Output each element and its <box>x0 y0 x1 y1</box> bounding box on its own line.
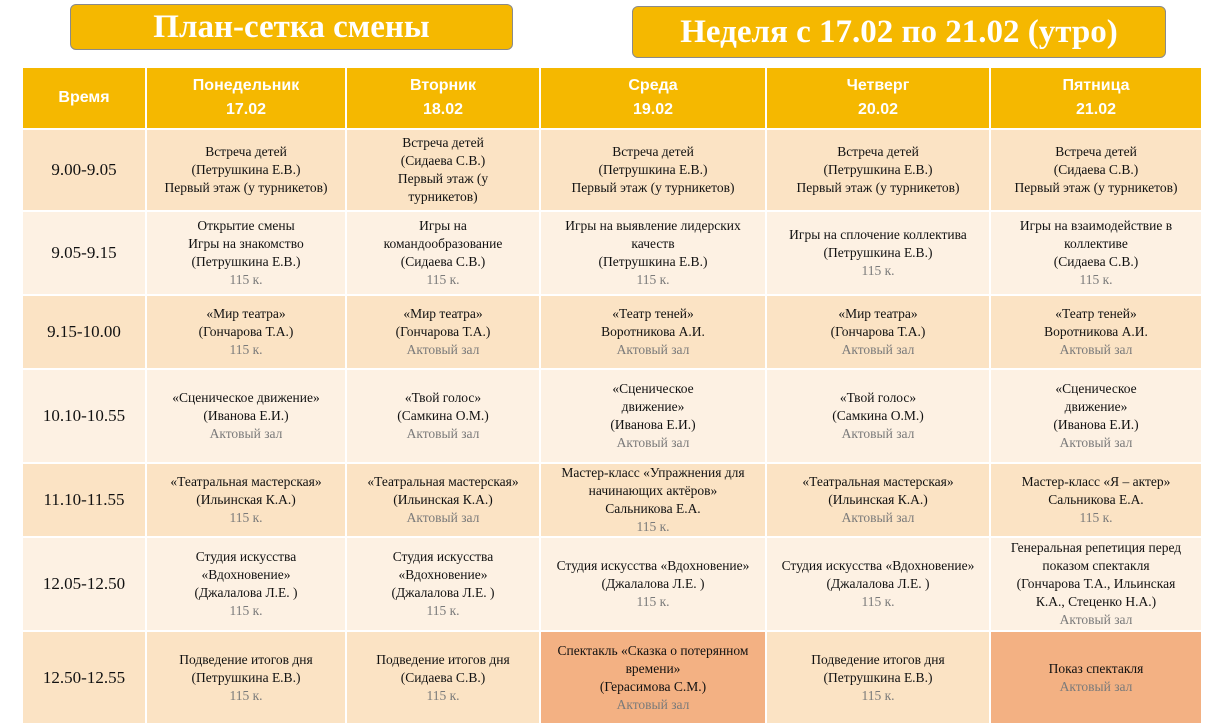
room-label: 115 к. <box>229 342 263 357</box>
activity-cell <box>146 463 346 537</box>
room-label: Актовый зал <box>841 342 915 357</box>
activity-line: «Твой голос» <box>839 390 917 405</box>
day-header-tuesday <box>346 67 540 129</box>
day-name: Пятница <box>1062 77 1130 94</box>
activity-line: Встреча детей <box>612 144 694 159</box>
table-row <box>22 295 1202 369</box>
time-cell: 9.15-10.00 <box>22 295 146 369</box>
activity-line: Встреча детей <box>1055 144 1137 159</box>
activity-line: Первый этаж (у турникетов) <box>1014 180 1178 195</box>
activity-cell <box>766 537 990 631</box>
activity-cell <box>990 463 1202 537</box>
activity-line: Встреча детей <box>837 144 919 159</box>
activity-line: Подведение итогов дня <box>811 651 945 667</box>
room-label: 115 к. <box>229 687 263 703</box>
activity-line: «Сценическое <box>1055 381 1137 396</box>
room-label: Актовый зал <box>616 342 690 357</box>
room-label: Актовый зал <box>1059 678 1133 694</box>
activity-line: коллективе <box>1064 236 1128 251</box>
activity-line: (Петрушкина Е.В.) <box>191 669 301 685</box>
room-label: Актовый зал <box>406 426 480 441</box>
week-title: Неделя с 17.02 по 21.02 (утро) <box>632 6 1166 58</box>
room-label: 115 к. <box>229 510 263 525</box>
time-cell: 9.00-9.05 <box>22 129 146 211</box>
room-label: 115 к. <box>229 272 263 287</box>
activity-cell <box>346 295 540 369</box>
day-header-thursday <box>766 67 990 129</box>
time-cell: 9.05-9.15 <box>22 211 146 295</box>
activity-cell <box>346 129 540 211</box>
schedule-table <box>21 66 1203 725</box>
activity-line: командообразование <box>383 236 503 251</box>
day-name: Среда <box>628 77 678 94</box>
activity-line: Показ спектакля <box>1048 660 1144 676</box>
activity-cell <box>766 295 990 369</box>
day-date: 19.02 <box>632 101 674 118</box>
table-row <box>22 463 1202 537</box>
activity-line: (Гончарова Т.А.) <box>198 324 294 339</box>
activity-line: движение» <box>621 399 685 414</box>
activity-line: Открытие смены <box>197 218 295 233</box>
room-label: 115 к. <box>636 272 670 287</box>
activity-cell <box>766 211 990 295</box>
activity-cell <box>146 537 346 631</box>
activity-line: (Петрушкина Е.В.) <box>191 254 301 269</box>
activity-line: Подведение итогов дня <box>179 651 313 667</box>
room-label: 115 к. <box>426 687 460 703</box>
activity-cell <box>990 295 1202 369</box>
activity-line: «Театр теней» <box>612 306 694 321</box>
activity-line: «Мир театра» <box>206 306 286 321</box>
activity-cell <box>540 369 766 463</box>
activity-cell <box>346 463 540 537</box>
activity-cell <box>146 295 346 369</box>
room-label: 115 к. <box>426 603 460 618</box>
activity-cell <box>766 369 990 463</box>
activity-line: «Сценическое движение» <box>172 390 320 405</box>
activity-line: (Петрушкина Е.В.) <box>598 162 708 177</box>
activity-line: (Петрушкина Е.В.) <box>823 162 933 177</box>
table-row <box>22 211 1202 295</box>
activity-line: (Петрушкина Е.В.) <box>823 245 933 260</box>
activity-line: (Сидаева С.В.) <box>400 669 486 685</box>
activity-line: Встреча детей <box>402 135 484 150</box>
room-label: Актовый зал <box>406 510 480 525</box>
room-label: Актовый зал <box>209 426 283 441</box>
activity-cell <box>990 211 1202 295</box>
activity-cell <box>990 369 1202 463</box>
activity-cell <box>146 631 346 724</box>
room-label: Актовый зал <box>1059 612 1133 627</box>
activity-line: Генеральная репетиция перед <box>1010 540 1182 555</box>
activity-line: (Сидаева С.В.) <box>400 254 486 269</box>
activity-line: Игры на сплочение коллектива <box>789 227 967 242</box>
room-label: 115 к. <box>1079 272 1113 287</box>
activity-line: Воротникова А.И. <box>1044 324 1148 339</box>
activity-line: Воротникова А.И. <box>601 324 705 339</box>
day-date: 20.02 <box>857 101 899 118</box>
room-label: Актовый зал <box>841 426 915 441</box>
activity-line: «Театральная мастерская» <box>367 474 519 489</box>
activity-cell <box>346 369 540 463</box>
activity-line: (Иванова Е.И.) <box>610 417 696 432</box>
activity-line: Мастер-класс «Я – актер» <box>1021 474 1171 489</box>
activity-cell <box>766 463 990 537</box>
activity-line: «Твой голос» <box>404 390 482 405</box>
activity-line: (Джалалова Л.Е. ) <box>601 576 705 591</box>
day-name: Вторник <box>409 77 477 94</box>
activity-line: (Сидаева С.В.) <box>400 153 486 168</box>
activity-cell <box>540 537 766 631</box>
day-header-wednesday <box>540 67 766 129</box>
room-label: 115 к. <box>229 603 263 618</box>
activity-line: (Джалалова Л.Е. ) <box>826 576 930 591</box>
activity-line: (Петрушкина Е.В.) <box>823 669 933 685</box>
activity-line: (Джалалова Л.Е. ) <box>391 585 495 600</box>
table-row <box>22 369 1202 463</box>
activity-line: Студия искусства «Вдохновение» <box>781 558 975 573</box>
activity-cell <box>346 631 540 724</box>
activity-line: Игры на выявление лидерских <box>565 218 741 233</box>
activity-line: Игры на взаимодействие в <box>1019 218 1173 233</box>
activity-line: Студия искусства <box>195 549 297 564</box>
activity-line: Игры на <box>419 218 467 233</box>
activity-line: (Ильинская К.А.) <box>196 492 296 507</box>
activity-line: К.А., Стеценко Н.А.) <box>1035 594 1157 609</box>
activity-line: «Театральная мастерская» <box>170 474 322 489</box>
day-header-friday <box>990 67 1202 129</box>
room-label: 115 к. <box>861 687 895 703</box>
activity-line: «Вдохновение» <box>201 567 291 582</box>
room-label: 115 к. <box>1079 510 1113 525</box>
activity-cell <box>146 369 346 463</box>
activity-cell <box>540 463 766 537</box>
activity-line: «Мир театра» <box>403 306 483 321</box>
activity-line: Первый этаж (у турникетов) <box>796 180 960 195</box>
activity-cell <box>766 129 990 211</box>
activity-line: Подведение итогов дня <box>376 651 510 667</box>
time-cell: 11.10-11.55 <box>22 463 146 537</box>
activity-line: Сальникова Е.А. <box>605 501 701 516</box>
activity-line: Сальникова Е.А. <box>1048 492 1144 507</box>
activity-line: времени» <box>625 660 681 676</box>
activity-line: (Герасимова С.М.) <box>599 678 707 694</box>
activity-cell <box>766 631 990 724</box>
activity-cell <box>540 295 766 369</box>
room-label: Актовый зал <box>841 510 915 525</box>
day-date: 21.02 <box>1075 101 1117 118</box>
activity-line: «Вдохновение» <box>398 567 488 582</box>
activity-line: (Иванова Е.И.) <box>203 408 289 423</box>
activity-line: «Театр теней» <box>1055 306 1137 321</box>
activity-line: (Самкина О.М.) <box>397 408 489 423</box>
activity-line: «Мир театра» <box>838 306 918 321</box>
room-label: 115 к. <box>861 594 895 609</box>
activity-line: «Театральная мастерская» <box>802 474 954 489</box>
activity-line: (Петрушкина Е.В.) <box>598 254 708 269</box>
activity-line: (Сидаева С.В.) <box>1053 254 1139 269</box>
room-label: 115 к. <box>636 519 670 534</box>
page-title: План-сетка смены <box>70 4 513 50</box>
table-row <box>22 537 1202 631</box>
schedule-body <box>22 129 1202 724</box>
time-cell: 12.05-12.50 <box>22 537 146 631</box>
activity-line: (Сидаева С.В.) <box>1053 162 1139 177</box>
activity-line: Первый этаж (у турникетов) <box>164 180 328 195</box>
time-cell: 10.10-10.55 <box>22 369 146 463</box>
activity-line: Встреча детей <box>205 144 287 159</box>
time-column-header: Время <box>22 67 146 129</box>
activity-line: Студия искусства <box>392 549 494 564</box>
activity-line: показом спектакля <box>1042 558 1150 573</box>
activity-line: (Ильинская К.А.) <box>828 492 928 507</box>
room-label: Актовый зал <box>616 435 690 450</box>
activity-line: движение» <box>1064 399 1128 414</box>
day-date: 17.02 <box>225 101 267 118</box>
activity-cell <box>146 211 346 295</box>
activity-line: качеств <box>631 236 675 251</box>
activity-line: Студия искусства «Вдохновение» <box>556 558 750 573</box>
activity-cell <box>540 211 766 295</box>
table-row <box>22 129 1202 211</box>
room-label: Актовый зал <box>616 696 690 712</box>
activity-line: начинающих актёров» <box>588 483 718 498</box>
activity-line: турникетов) <box>408 189 478 204</box>
activity-cell <box>990 631 1202 724</box>
room-label: Актовый зал <box>1059 342 1133 357</box>
activity-line: (Джалалова Л.Е. ) <box>194 585 298 600</box>
activity-line: Мастер-класс «Упражнения для <box>561 465 745 480</box>
day-name: Понедельник <box>192 77 300 94</box>
table-row <box>22 631 1202 724</box>
room-label: Актовый зал <box>406 342 480 357</box>
activity-line: Игры на знакомство <box>188 236 304 251</box>
activity-cell <box>540 129 766 211</box>
header-row <box>22 67 1202 129</box>
activity-line: Первый этаж (у <box>397 171 489 186</box>
activity-line: Первый этаж (у турникетов) <box>571 180 735 195</box>
day-name: Четверг <box>846 77 910 94</box>
activity-cell <box>346 537 540 631</box>
room-label: 115 к. <box>636 594 670 609</box>
activity-line: (Иванова Е.И.) <box>1053 417 1139 432</box>
activity-cell <box>990 129 1202 211</box>
time-cell: 12.50-12.55 <box>22 631 146 724</box>
day-header-monday <box>146 67 346 129</box>
activity-cell <box>990 537 1202 631</box>
activity-line: (Гончарова Т.А.) <box>395 324 491 339</box>
activity-line: (Гончарова Т.А.) <box>830 324 926 339</box>
activity-line: Спектакль «Сказка о потерянном <box>557 642 749 658</box>
activity-cell <box>146 129 346 211</box>
activity-line: «Сценическое <box>612 381 694 396</box>
activity-line: (Ильинская К.А.) <box>393 492 493 507</box>
activity-cell <box>346 211 540 295</box>
day-date: 18.02 <box>422 101 464 118</box>
room-label: 115 к. <box>426 272 460 287</box>
activity-line: (Петрушкина Е.В.) <box>191 162 301 177</box>
activity-line: (Самкина О.М.) <box>832 408 924 423</box>
activity-cell <box>540 631 766 724</box>
room-label: Актовый зал <box>1059 435 1133 450</box>
activity-line: (Гончарова Т.А., Ильинская <box>1016 576 1176 591</box>
room-label: 115 к. <box>861 263 895 278</box>
